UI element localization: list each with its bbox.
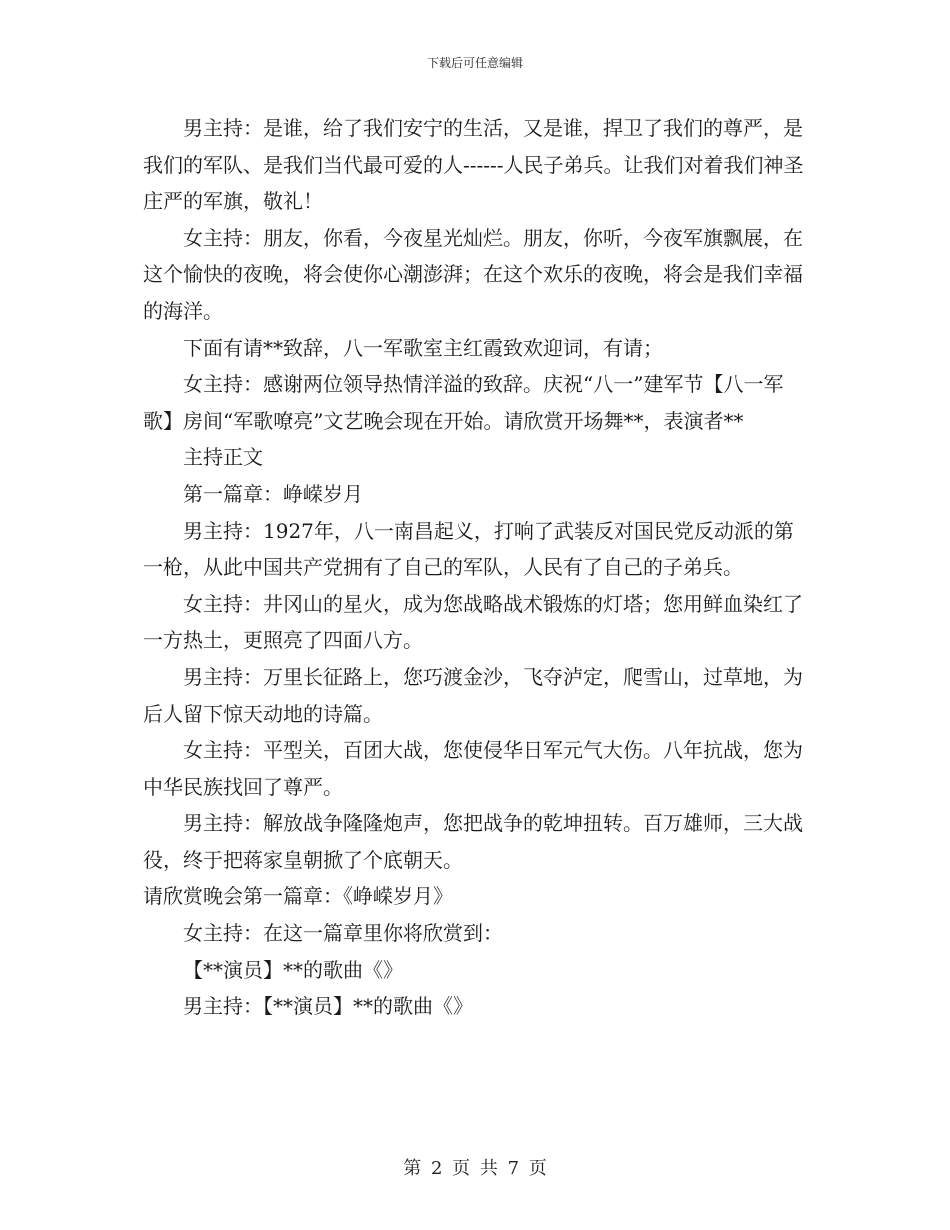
page-header-note: 下载后可任意编辑 [426,56,523,70]
paragraph: 男主持：【**演员】**的歌曲《》 [183,994,473,1019]
page-number: 第 2 页 共 7 页 [403,1158,547,1179]
paragraph: 【**演员】**的歌曲《》 [183,957,403,982]
paragraph: 女主持：在这一篇章里你将欣赏到： [183,921,503,946]
paragraph: 女主持：朋友，你看，今夜星光灿烂。朋友，你听，今夜军旗飘展，在这个愉快的夜晚，将会使你心潮澎湃；在这个欢乐的夜晚，将会是我们幸福的海洋。 [143,225,803,323]
paragraph: 请欣赏晚会第一篇章：《峥嵘岁月》 [143,884,453,909]
paragraph: 男主持：1927年，八一南昌起义，打响了武装反对国民党反动派的第一枪，从此中国共产党拥有了自己的军队，人民有了自己的子弟兵。 [143,518,794,580]
section-heading: 主持正文 [183,445,263,470]
paragraph: 女主持：感谢两位领导热情洋溢的致辞。庆祝“八一”建军节【八一军歌】房间“军歌嘹亮”文艺晚会现在开始。请欣赏开场舞**，表演者** [143,372,784,433]
chapter-heading: 第一篇章：峥嵘岁月 [183,481,363,506]
document-body [143,110,813,1025]
paragraph: 下面有请**致辞，八一军歌室主红霞致欢迎词，有请； [183,335,663,360]
paragraph: 女主持：井冈山的星火，成为您战略战术锻炼的灯塔；您用鲜血染红了一方热土，更照亮了四面八方。 [143,591,803,653]
paragraph: 男主持：是谁，给了我们安宁的生活，又是谁，捍卫了我们的尊严，是我们的军队、是我们当代最可爱的人------人民子弟兵。让我们对着我们神圣庄严的军旗，敬礼！ [143,116,804,214]
paragraph: 男主持：万里长征路上，您巧渡金沙，飞夺泸定，爬雪山，过草地，为后人留下惊天动地的诗篇。 [143,664,803,726]
paragraph: 男主持：解放战争隆隆炮声，您把战争的乾坤扭转。百万雄师，三大战役，终于把蒋家皇朝掀了个底朝天。 [143,811,803,872]
paragraph: 女主持：平型关，百团大战，您使侵华日军元气大伤。八年抗战，您为中华民族找回了尊严。 [143,738,803,799]
